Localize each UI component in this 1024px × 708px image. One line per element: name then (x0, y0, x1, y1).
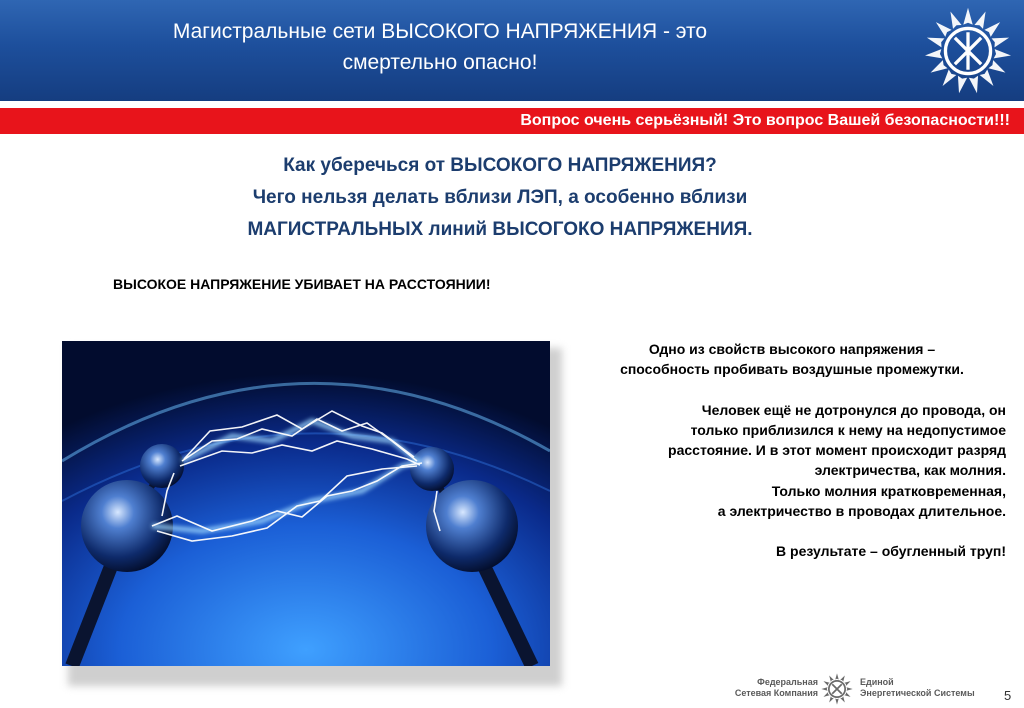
p2-line-2: только приблизился к нему на недопустимое (690, 421, 1006, 438)
distance-warning: ВЫСОКОЕ НАПРЯЖЕНИЕ УБИВАЕТ НА РАССТОЯНИИ! (113, 276, 491, 292)
page-number: 5 (1004, 688, 1012, 703)
electric-discharge-photo (62, 341, 550, 666)
p2-line-1: Человек ещё не дотронулся до провода, он (701, 401, 1006, 418)
subtitle-line-2: Чего нельзя делать вблизи ЛЭП, а особенно вблизи (252, 187, 748, 208)
subtitle-block (130, 150, 870, 246)
paragraph-gap (578, 521, 1006, 541)
fsk-ees-footer-emblem-icon (820, 672, 854, 706)
subtitle-line-1: Как уберечься от ВЫСОКОГО НАПРЯЖЕНИЯ? (283, 155, 717, 176)
slide-title (60, 16, 820, 78)
title-line-2: смертельно опасно! (342, 51, 538, 74)
p2-line-3: расстояние. И в этот момент происходит разряд (668, 442, 1006, 459)
footer-left-line-1: Федеральная (757, 677, 818, 687)
footer-company-left (710, 677, 818, 699)
banner-text: Вопрос очень серьёзный! Это вопрос Вашей безопасности!!! (520, 112, 1010, 129)
footer-right-line-2: Энергетической Системы (860, 688, 975, 698)
explanation-text (578, 339, 1006, 562)
fsk-ees-emblem-icon (920, 4, 1016, 98)
footer (700, 668, 1024, 708)
p2-line-5: Только молния кратковременная, (771, 482, 1006, 499)
header-band (0, 0, 1024, 101)
subtitle-line-3: МАГИСТРАЛЬНЫХ линий ВЫСОГОКО НАПРЯЖЕНИЯ. (247, 219, 753, 240)
warning-banner (0, 108, 1024, 134)
header-divider (0, 101, 1024, 108)
footer-company-right (860, 677, 1000, 699)
p1-line-2: способность пробивать воздушные промежутки. (620, 361, 964, 378)
p2-line-4: электричества, как молния. (814, 462, 1006, 479)
footer-left-line-2: Сетевая Компания (734, 688, 818, 698)
paragraph-gap (578, 380, 1006, 400)
p1-line-1: Одно из свойств высокого напряжения – (648, 341, 936, 357)
p2-line-6: а электричество в проводах длительное. (717, 503, 1006, 520)
p3-conclusion: В результате – обугленный труп! (776, 543, 1006, 560)
footer-right-line-1: Единой (860, 677, 894, 687)
title-line-1: Магистральные сети ВЫСОКОГО НАПРЯЖЕНИЯ - это (172, 20, 708, 43)
